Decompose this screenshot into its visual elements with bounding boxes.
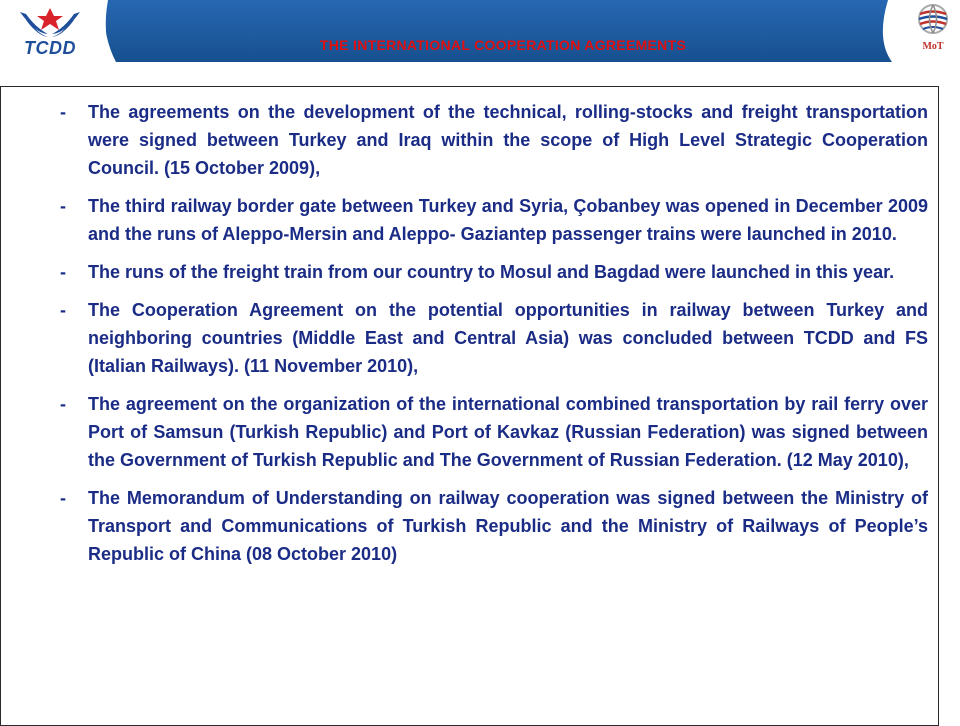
mot-logo: [906, 0, 960, 62]
list-item-text: The Cooperation Agreement on the potential opportunities in railway between Turkey and neighboring countries (Middle East and Central Asia) was concluded between TCDD and FS (Italian Railways). (11 November 2010),: [88, 300, 928, 376]
header: [0, 0, 960, 62]
tcdd-logo: [0, 0, 100, 62]
list-item-text: The agreement on the organization of the international combined transportation by rail ferry over Port of Samsun (Turkish Republic) and Port of Kavkaz (Russian Federation) was signed between the Government of Turkish Republic and The Government of Russian Federation. (12 May 2010),: [88, 394, 928, 470]
bullet-dash: -: [60, 394, 66, 414]
bullet-dash: -: [60, 488, 66, 508]
list-item: [56, 390, 928, 474]
bullet-dash: -: [60, 262, 66, 282]
bullet-dash: -: [60, 102, 66, 122]
bullet-dash: -: [60, 196, 66, 216]
list-item-text: The third railway border gate between Turkey and Syria, Çobanbey was opened in December 2009 and the runs of Aleppo-Mersin and Aleppo- Gaziantep passenger trains were launched in 2010.: [88, 196, 928, 244]
list-item: [56, 258, 928, 286]
tcdd-logo-text: TCDD: [24, 38, 76, 58]
list-item-text: The runs of the freight train from our country to Mosul and Bagdad were launched in this year.: [88, 262, 895, 282]
list-item: [56, 98, 928, 182]
list-item-text: The agreements on the development of the technical, rolling-stocks and freight transportation were signed between Turkey and Iraq within the scope of High Level Strategic Cooperation Council. (15 October 2009),: [88, 102, 928, 178]
globe-icon: [912, 0, 954, 40]
mot-logo-text: MoT: [922, 41, 944, 52]
list-item: [56, 192, 928, 248]
agreements-list: [56, 98, 928, 578]
list-item-text: The Memorandum of Understanding on railway cooperation was signed between the Ministry of Transport and Communications of Turkish Republic and the Ministry of Railways of People’s Republic of China (08 October 2010): [88, 488, 928, 564]
bullet-dash: -: [60, 300, 66, 320]
list-item: [56, 296, 928, 380]
list-item: [56, 484, 928, 568]
tcdd-wings-icon: [14, 4, 86, 40]
title-banner: [100, 0, 906, 62]
page-title: THE INTERNATIONAL COOPERATION AGREEMENTS: [319, 37, 687, 53]
